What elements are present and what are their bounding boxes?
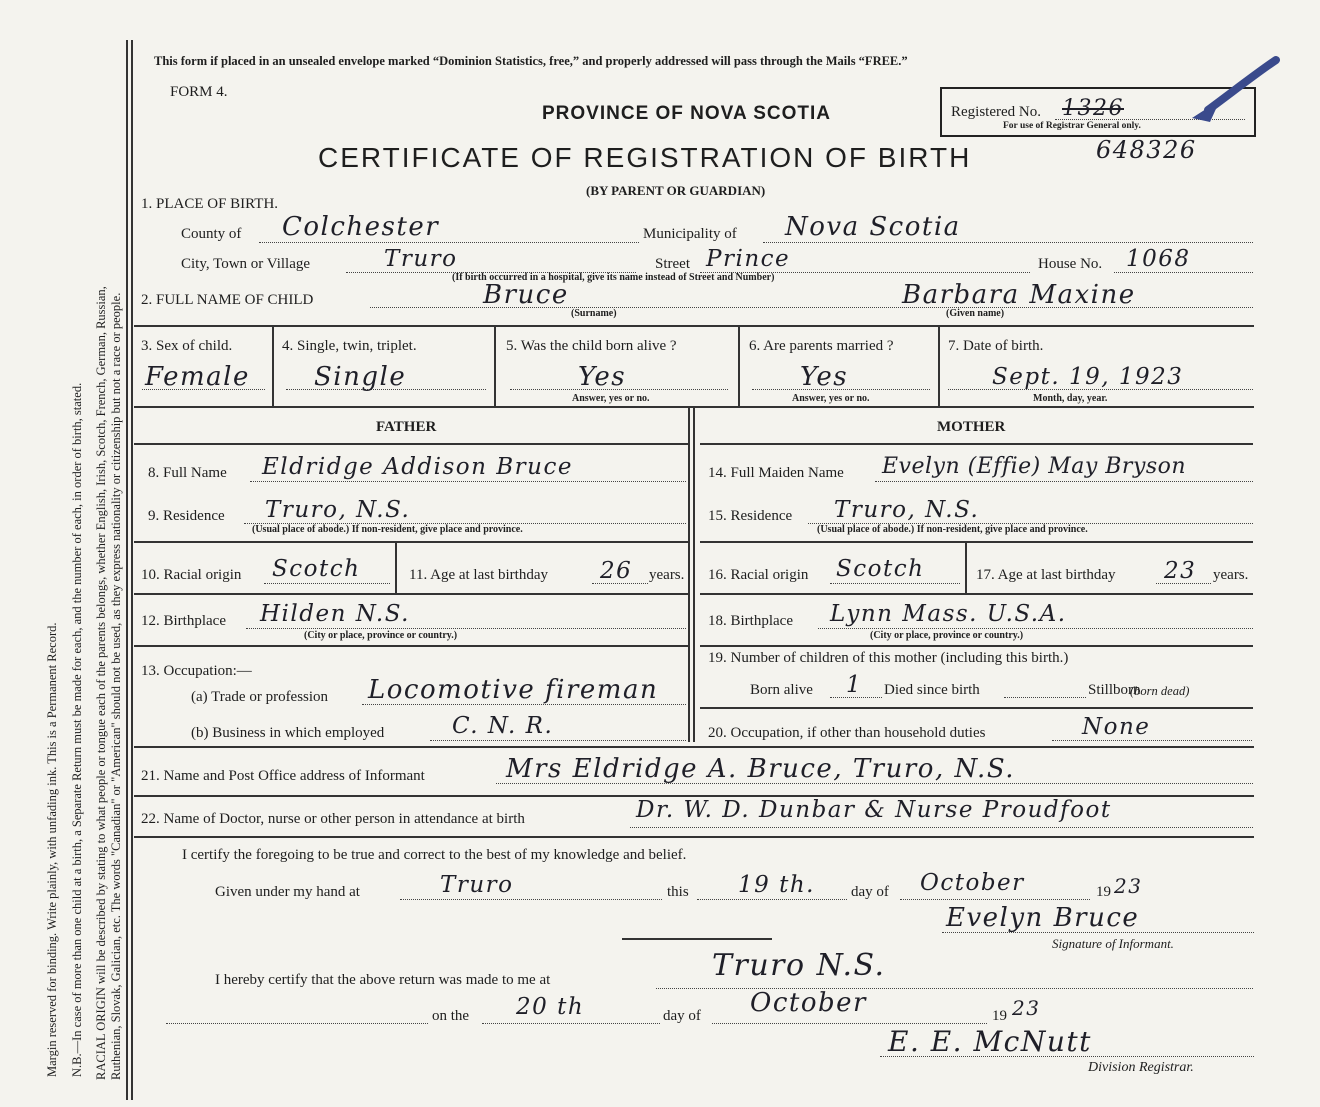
plurality-value: Single bbox=[314, 362, 407, 392]
alive-value: Yes bbox=[578, 362, 627, 392]
page-title: CERTIFICATE OF REGISTRATION OF BIRTH bbox=[318, 142, 972, 173]
stamp-number: 648326 bbox=[1096, 136, 1197, 164]
father-age-label: 11. Age at last birthday bbox=[409, 567, 548, 583]
mother-birthplace-value: Lynn Mass. U.S.A. bbox=[830, 601, 1067, 627]
father-name-label: 8. Full Name bbox=[148, 465, 227, 481]
alive-note: Answer, yes or no. bbox=[572, 393, 650, 404]
municipality-value: Nova Scotia bbox=[785, 212, 961, 242]
father-heading: FATHER bbox=[376, 419, 437, 435]
stillborn-label: Stillborn bbox=[1088, 682, 1141, 698]
on-the-label: on the bbox=[432, 1008, 470, 1024]
registrar-general-note: For use of Registrar General only. bbox=[1003, 121, 1141, 131]
mother-occupation-value: None bbox=[1082, 714, 1151, 740]
father-residence-label: 9. Residence bbox=[148, 508, 225, 524]
date-label: 7. Date of birth. bbox=[948, 338, 1044, 354]
trade-value: Locomotive fireman bbox=[368, 675, 659, 705]
doctor-label: 22. Name of Doctor, nurse or other person in attendance at birth bbox=[141, 811, 525, 827]
born-alive-label: Born alive bbox=[750, 682, 813, 698]
mother-racial-label: 16. Racial origin bbox=[708, 567, 809, 583]
date-value: Sept. 19, 1923 bbox=[992, 364, 1184, 390]
municipality-label: Municipality of bbox=[643, 226, 737, 242]
registered-number: 1326 bbox=[1062, 96, 1124, 121]
margin-binding-note: Margin reserved for binding. Write plainly, with unfading ink. This is a Permanent Record. bbox=[45, 622, 59, 1077]
married-value: Yes bbox=[800, 362, 849, 392]
informant-signature: Evelyn Bruce bbox=[946, 903, 1140, 933]
sex-label: 3. Sex of child. bbox=[141, 338, 233, 354]
given-year-prefix: 19 bbox=[1096, 884, 1111, 900]
subtitle: (BY PARENT OR GUARDIAN) bbox=[586, 183, 766, 198]
died-since-birth-label: Died since birth bbox=[884, 682, 980, 698]
mother-years-label: years. bbox=[1213, 567, 1249, 583]
trade-label: (a) Trade or profession bbox=[191, 689, 329, 705]
margin-nb-note: N.B.—In case of more than one child at a birth, a Separate Return must be made for each, and the number of each, in order of birth, stated. bbox=[70, 382, 84, 1077]
day-of-label: day of bbox=[851, 884, 889, 900]
father-residence-value: Truro, N.S. bbox=[265, 497, 411, 523]
father-residence-note: (Usual place of abode.) If non-resident, give place and province. bbox=[252, 524, 523, 535]
province-heading: PROVINCE OF NOVA SCOTIA bbox=[542, 103, 832, 124]
date-note: Month, day, year. bbox=[1033, 393, 1108, 404]
born-alive-value: 1 bbox=[846, 672, 863, 698]
married-label: 6. Are parents married ? bbox=[749, 338, 894, 354]
registered-label: Registered No. bbox=[951, 104, 1041, 120]
father-racial-value: Scotch bbox=[272, 556, 361, 582]
children-count-label: 19. Number of children of this mother (including this birth.) bbox=[708, 650, 1069, 666]
given-place-value: Truro bbox=[440, 872, 514, 898]
mother-name-label: 14. Full Maiden Name bbox=[708, 465, 844, 481]
registrar-day-of-label: day of bbox=[663, 1008, 701, 1024]
alive-label: 5. Was the child born alive ? bbox=[506, 338, 677, 354]
given-day-value: 19 th. bbox=[738, 872, 815, 898]
informant-label: 21. Name and Post Office address of Informant bbox=[141, 768, 425, 784]
married-note: Answer, yes or no. bbox=[792, 393, 870, 404]
given-year-value: 23 bbox=[1114, 874, 1143, 898]
certification-statement: I certify the foregoing to be true and correct to the best of my knowledge and belief. bbox=[182, 847, 687, 863]
margin-racial-note-2: Ruthenian, Slovak, Galician, etc. The words "Canadian" or "American" should not be used, as they express nationality or citizenship but not a race or people. bbox=[109, 292, 123, 1080]
father-age-value: 26 bbox=[600, 558, 633, 584]
surname-note: (Surname) bbox=[571, 308, 617, 319]
division-registrar-label: Division Registrar. bbox=[1088, 1060, 1194, 1075]
child-name-label: 2. FULL NAME OF CHILD bbox=[141, 292, 314, 308]
mail-notice: This form if placed in an unsealed envelope marked “Dominion Statistics, free,” and properly addressed will pass through the Mails “FREE.” bbox=[154, 54, 908, 68]
given-under-label: Given under my hand at bbox=[215, 884, 360, 900]
house-label: House No. bbox=[1038, 256, 1103, 272]
given-month-value: October bbox=[920, 870, 1025, 896]
mother-birthplace-label: 18. Birthplace bbox=[708, 613, 793, 629]
mother-residence-note: (Usual place of abode.) If non-resident, give place and province. bbox=[817, 524, 1088, 535]
business-value: C. N. R. bbox=[452, 713, 554, 739]
father-birthplace-value: Hilden N.S. bbox=[260, 601, 410, 627]
father-racial-label: 10. Racial origin bbox=[141, 567, 242, 583]
registrar-place-value: Truro N.S. bbox=[712, 948, 886, 983]
father-birthplace-label: 12. Birthplace bbox=[141, 613, 226, 629]
father-name-value: Eldridge Addison Bruce bbox=[262, 454, 573, 480]
county-label: County of bbox=[181, 226, 242, 242]
margin-rule bbox=[131, 40, 133, 1100]
registrar-day-value: 20 th bbox=[516, 994, 585, 1020]
registrar-year-prefix: 19 bbox=[992, 1008, 1007, 1024]
business-label: (b) Business in which employed bbox=[191, 725, 385, 741]
father-birthplace-note: (City or place, province or country.) bbox=[304, 630, 458, 641]
occupation-label: 13. Occupation:— bbox=[141, 663, 252, 679]
registrar-signature: E. E. McNutt bbox=[888, 1025, 1092, 1058]
mother-residence-value: Truro, N.S. bbox=[834, 497, 980, 523]
form-number: FORM 4. bbox=[170, 84, 228, 100]
registrar-certify-label: I hereby certify that the above return was made to me at bbox=[215, 972, 551, 988]
mother-residence-label: 15. Residence bbox=[708, 508, 793, 524]
mother-occupation-label: 20. Occupation, if other than household duties bbox=[708, 725, 986, 741]
child-given-name: Barbara Maxine bbox=[902, 280, 1136, 310]
county-value: Colchester bbox=[282, 212, 440, 242]
mother-heading: MOTHER bbox=[937, 419, 1006, 435]
city-label: City, Town or Village bbox=[181, 256, 311, 272]
mother-age-label: 17. Age at last birthday bbox=[976, 567, 1116, 583]
margin-rule bbox=[126, 40, 128, 1100]
given-name-note: (Given name) bbox=[946, 308, 1005, 319]
street-value: Prince bbox=[706, 246, 791, 272]
this-label: this bbox=[667, 884, 689, 900]
father-years-label: years. bbox=[649, 567, 685, 583]
informant-signature-label: Signature of Informant. bbox=[1052, 936, 1174, 951]
place-of-birth-label: 1. PLACE OF BIRTH. bbox=[141, 196, 279, 212]
plurality-label: 4. Single, twin, triplet. bbox=[282, 338, 417, 354]
registrar-year-value: 23 bbox=[1012, 996, 1041, 1020]
child-surname: Bruce bbox=[483, 280, 569, 310]
informant-value: Mrs Eldridge A. Bruce, Truro, N.S. bbox=[506, 754, 1015, 784]
street-label: Street bbox=[655, 256, 690, 272]
registrar-month-value: October bbox=[750, 988, 867, 1018]
mother-age-value: 23 bbox=[1164, 558, 1197, 584]
city-value: Truro bbox=[384, 246, 458, 272]
doctor-value: Dr. W. D. Dunbar & Nurse Proudfoot bbox=[636, 797, 1112, 823]
stillborn-note: (born dead) bbox=[1130, 684, 1190, 698]
mother-name-value: Evelyn (Effie) May Bryson bbox=[882, 454, 1187, 479]
mother-racial-value: Scotch bbox=[836, 556, 925, 582]
mother-birthplace-note: (City or place, province or country.) bbox=[870, 630, 1024, 641]
house-value: 1068 bbox=[1126, 246, 1191, 272]
hospital-note: (If birth occurred in a hospital, give its name instead of Street and Number) bbox=[452, 272, 775, 283]
check-mark-icon bbox=[1180, 52, 1280, 124]
sex-value: Female bbox=[145, 362, 250, 392]
margin-racial-note-1: RACIAL ORIGIN will be described by stating to what people or tongue each of the parents belongs, whether English, Irish, Scotch, French, German, Russian, bbox=[94, 286, 108, 1080]
